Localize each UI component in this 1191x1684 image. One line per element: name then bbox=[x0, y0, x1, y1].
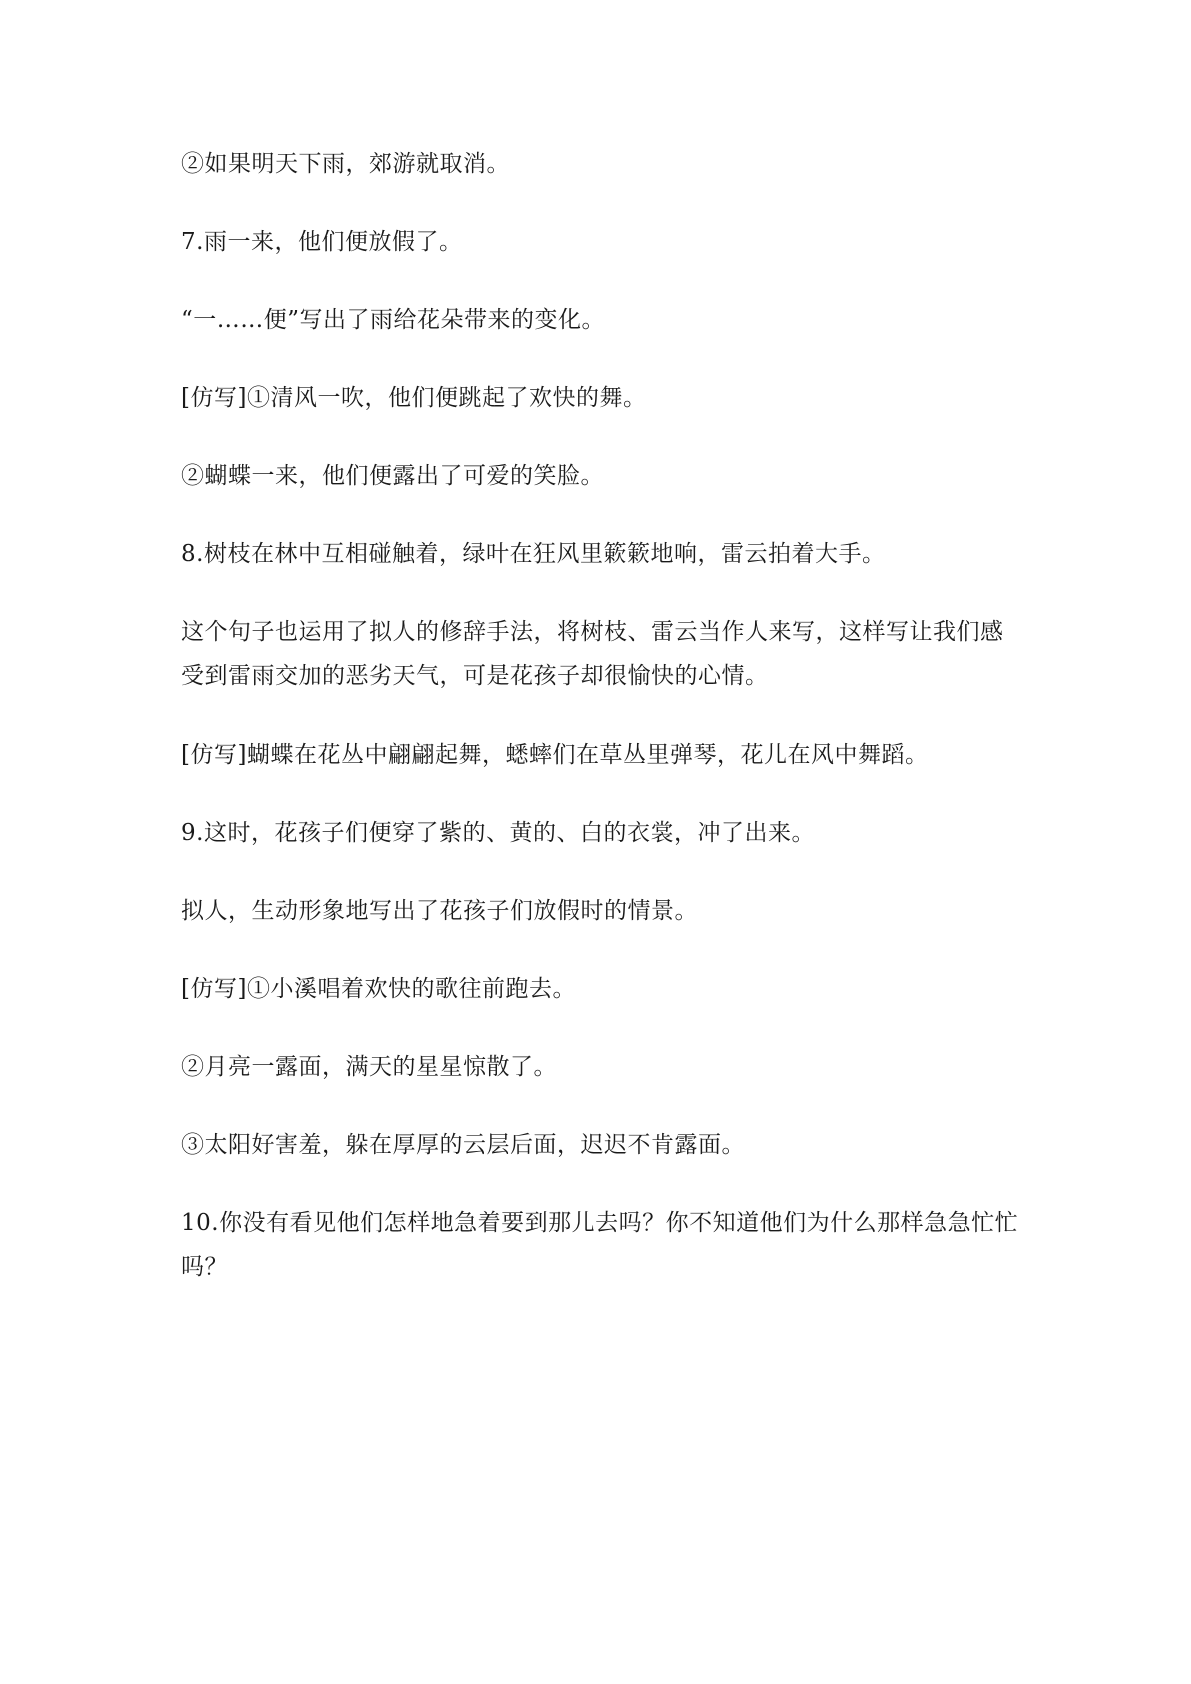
paragraph-7: 这个句子也运用了拟人的修辞手法，将树枝、雷云当作人来写，这样写让我们感受到雷雨交加的恶劣天气，可是花孩子却很愉快的心情。 bbox=[181, 619, 1004, 689]
paragraph-10: 拟人，生动形象地写出了花孩子们放假时的情景。 bbox=[181, 898, 698, 924]
paragraph-14: 10.你没有看见他们怎样地急着要到那儿去吗？你不知道他们为什么那样急急忙忙吗？ bbox=[181, 1210, 1019, 1280]
paragraph-1: ②如果明天下雨，郊游就取消。 bbox=[181, 151, 510, 177]
paragraph-2: 7.雨一来，他们便放假了。 bbox=[181, 229, 463, 255]
paragraph-12: ②月亮一露面，满天的星星惊散了。 bbox=[181, 1054, 557, 1080]
paragraph-13: ③太阳好害羞，躲在厚厚的云层后面，迟迟不肯露面。 bbox=[181, 1132, 745, 1158]
paragraph-3: “一……便”写出了雨给花朵带来的变化。 bbox=[181, 307, 606, 333]
paragraph-8: [仿写]蝴蝶在花丛中翩翩起舞，蟋蟀们在草丛里弹琴，花儿在风中舞蹈。 bbox=[181, 742, 929, 768]
paragraph-4: [仿写]①清风一吹，他们便跳起了欢快的舞。 bbox=[181, 385, 647, 411]
paragraph-6: 8.树枝在林中互相碰触着，绿叶在狂风里簌簌地响，雷云拍着大手。 bbox=[181, 541, 886, 567]
paragraph-9: 9.这时，花孩子们便穿了紫的、黄的、白的衣裳，冲了出来。 bbox=[181, 820, 815, 846]
paragraph-11: [仿写]①小溪唱着欢快的歌往前跑去。 bbox=[181, 976, 576, 1002]
paragraph-5: ②蝴蝶一来，他们便露出了可爱的笑脸。 bbox=[181, 463, 604, 489]
